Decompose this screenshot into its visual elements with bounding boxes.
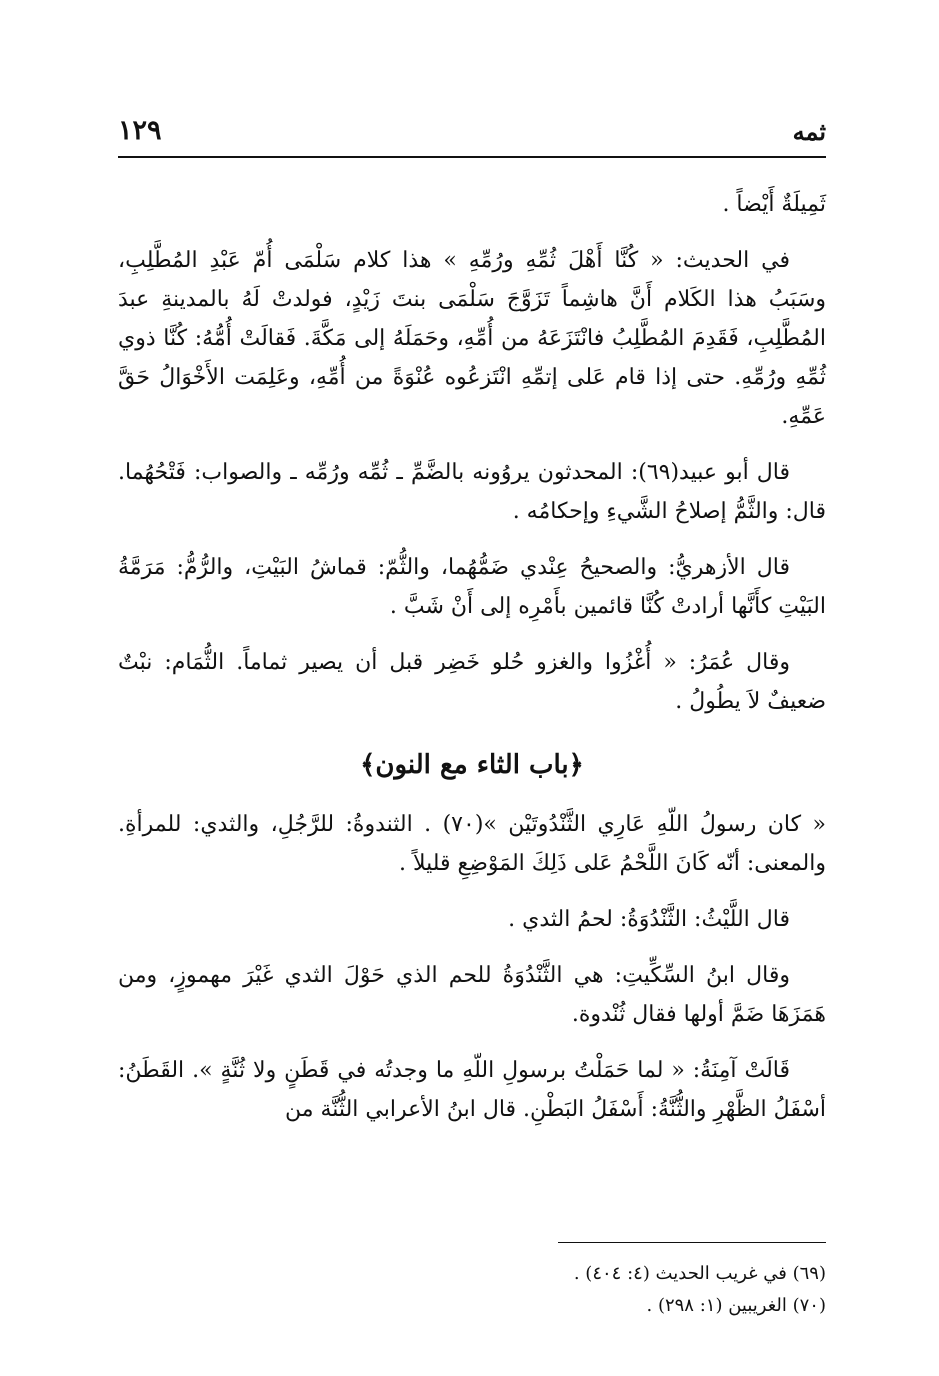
paragraph: وقال عُمَرُ: « أُغْزُوا والغزو حُلو خَضِر قبل أن يصير ثماماً. الثُّمَام: نبْتٌ ضعيفٌ لاَ يطُولُ .: [118, 650, 826, 714]
paragraph: في الحديث: « كُنَّا أَهْلَ ثُمِّهِ ورُمِّهِ » هذا كلام سَلْمَى أُمّ عَبْدِ المُطَّلِبِ، وسَبَبُ هذا الكَلام أَنَّ هاشِماً تَزَوَّجَ سَلْمَى بنتَ زَيْدٍ، فولدتْ لَهُ بالمدينةِ عبدَ المُطَّلِبِ، فَقَدِمَ المُطَّلِبُ فانْتَزَعَهُ من أُمِّهِ، وحَمَلَهُ إلى مَكَّةَ. فَقالَتْ أُمُّهُ: كُنَّا ذوي ثُمِّهِ ورُمِّهِ. حتى إذا قام عَلى إتمِّهِ انْتَزعُوه عُنْوَةً من أُمِّهِ، وعَلِمَت الأَخْوَالُ حَقَّ عَمِّهِ.: [118, 248, 826, 429]
footnote-divider: [558, 1242, 826, 1243]
page-number: ١٢٩: [118, 115, 162, 146]
footnotes: [118, 1258, 826, 1322]
paragraph: ثَمِيلَةٌ أَيْضاً .: [722, 192, 826, 217]
paragraph: وقال ابنُ السِّكِّيتِ: هي الثَّنْدُوَةُ للحم الذي حَوْلَ الثدي غَيْرَ مهموزٍ، ومن هَمَزَهَا ضَمَّ أولها فقال ثُنْدوة.: [118, 963, 826, 1027]
paragraph: قال اللَّيْثُ: الثَّنْدُوَةُ: لحمُ الثدي .: [508, 907, 790, 932]
paragraph: « كان رسولُ اللّهِ عَارِي الثَّنْدُوتَيْن »(٧٠) . الثندوةُ: للرَّجُلِ، والثدي: للمرأةِ. والمعنى: أنّه كَانَ اللَّحْمُ عَلى ذَلِكَ المَوْضِعِ قليلاً .: [118, 812, 826, 876]
paragraph: قال الأزهريُّ: والصحيحُ عِنْدي ضَمُّهُما، والثُّمّ: قماشُ البَيْتِ، والرُّمُّ: مَرَمَّةُ البَيْتِ كأَنَّها أرادتْ كُنَّا قائمين بأَمْرِه إلى أَنْ شَبَّ .: [118, 555, 826, 619]
page-header: [118, 100, 826, 158]
paragraph: قال أبو عبيد(٦٩): المحدثون يروُونه بالضَّمِّ ـ ثُمِّه ورُمِّه ـ والصواب: فَتْحُهُما. قال: والثَّمُّ إصلاحُ الشَّيءِ وإحكامُه .: [118, 460, 826, 524]
footnote: (٧٠) الغريبين (١: ٢٩٨) .: [646, 1295, 826, 1316]
section-title: ﴿باب الثاء مع النون﴾: [360, 750, 584, 780]
paragraph: قَالَتْ آمِنَةُ: « لما حَمَلْتُ برسولِ اللّهِ ما وجدتُه في قَطَنٍ ولا ثُنَّةٍ ». القَطَنُ: أسْفَلُ الظَّهْرِ والثُّنَّةُ: أَسْفَلُ البَطْنِ. قال ابنُ الأعرابي الثُّنَّة من: [118, 1058, 826, 1122]
main-text: [118, 185, 826, 1146]
running-head: ثمه: [792, 117, 826, 146]
footnote: (٦٩) في غريب الحديث (٤: ٤٠٤) .: [573, 1263, 826, 1284]
